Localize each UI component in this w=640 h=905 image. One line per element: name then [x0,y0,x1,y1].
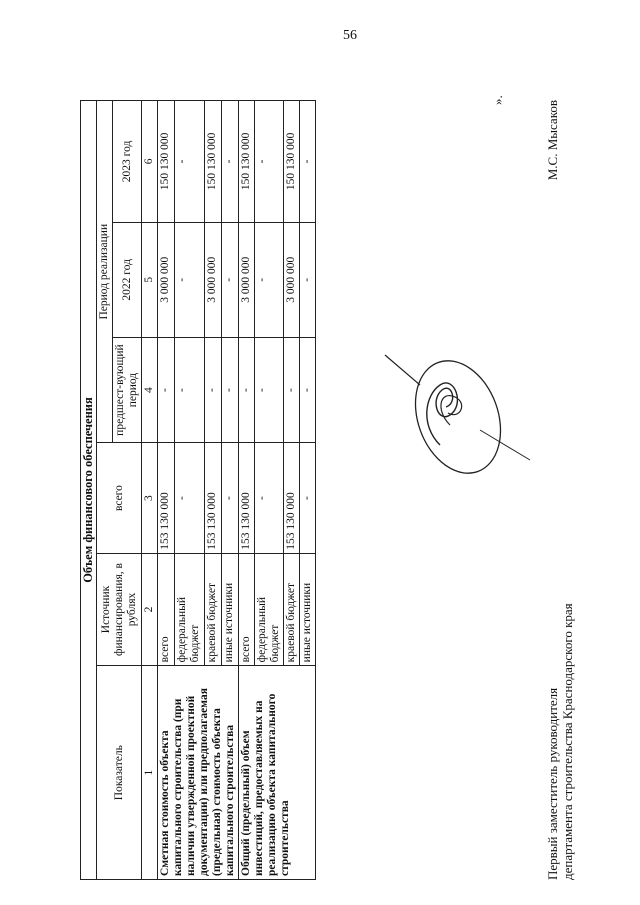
total-cell: - [255,443,284,553]
source-cell: всего [239,553,255,666]
y2023-cell: - [174,101,205,223]
y2022-cell: 3 000 000 [205,222,222,337]
col-number: 5 [142,222,158,337]
prior-cell: - [300,337,316,443]
y2022-cell: 3 000 000 [158,222,175,337]
prior-cell: - [222,337,239,443]
column-numbers-row [142,101,158,880]
y2022-cell: 3 000 000 [284,222,300,337]
table-row [158,101,175,880]
total-cell: - [174,443,205,553]
header-source: Источник финансирования, в рублях [97,553,142,666]
source-cell: иные источники [222,553,239,666]
total-cell: - [300,443,316,553]
total-cell: 153 130 000 [284,443,300,553]
signature-block [545,100,575,880]
header-2023: 2023 год [113,101,142,223]
source-cell: федеральный бюджет [255,553,284,666]
page-number: 56 [343,28,357,43]
prior-cell: - [158,337,175,443]
y2022-cell: 3 000 000 [239,222,255,337]
table-title: Объем финансового обеспечения [81,101,97,880]
prior-cell: - [284,337,300,443]
y2023-cell: 150 130 000 [205,101,222,223]
source-cell: краевой бюджет [205,553,222,666]
y2023-cell: 150 130 000 [158,101,175,223]
total-cell: 153 130 000 [158,443,175,553]
y2022-cell: - [255,222,284,337]
total-cell: 153 130 000 [239,443,255,553]
indicator-label: Сметная стоимость объекта капитального строительства (при наличии утвержденной проектной документации) или предполагаемая (предельная) стоимость объекта капитального строительства [158,666,239,880]
signer-position-line1: Первый заместитель руководителя [545,687,560,880]
prior-cell: - [239,337,255,443]
y2022-cell: - [222,222,239,337]
prior-cell: - [174,337,205,443]
col-number: 6 [142,101,158,223]
header-total: всего [97,443,142,553]
y2023-cell: - [255,101,284,223]
signer-name: М.С. Мысаков [545,100,560,181]
y2023-cell: - [300,101,316,223]
col-number: 4 [142,337,158,443]
total-cell: - [222,443,239,553]
prior-cell: - [205,337,222,443]
prior-cell: - [255,337,284,443]
source-cell: краевой бюджет [284,553,300,666]
col-number: 2 [142,553,158,666]
rotated-page-content [80,95,640,880]
y2022-cell: - [300,222,316,337]
col-number: 3 [142,443,158,553]
closing-quote: ». [490,95,505,105]
header-2022: 2022 год [113,222,142,337]
header-prior: предшест-вующий период [113,337,142,443]
source-cell: всего [158,553,175,666]
source-cell: иные источники [300,553,316,666]
y2023-cell: - [222,101,239,223]
source-cell: федеральный бюджет [174,553,205,666]
handwritten-signature [380,335,540,485]
y2022-cell: - [174,222,205,337]
indicator-label: Общий (предельный) объем инвестиций, предоставляемых на реализацию объекта капитального строительства [239,666,316,880]
financing-table [80,100,316,880]
table-row [239,101,255,880]
header-period: Период реализации [97,101,113,443]
signer-position-line2: департамента строительства Краснодарского края [560,603,575,880]
total-cell: 153 130 000 [205,443,222,553]
y2023-cell: 150 130 000 [284,101,300,223]
y2023-cell: 150 130 000 [239,101,255,223]
header-indicator: Показатель [97,666,142,880]
col-number: 1 [142,666,158,880]
